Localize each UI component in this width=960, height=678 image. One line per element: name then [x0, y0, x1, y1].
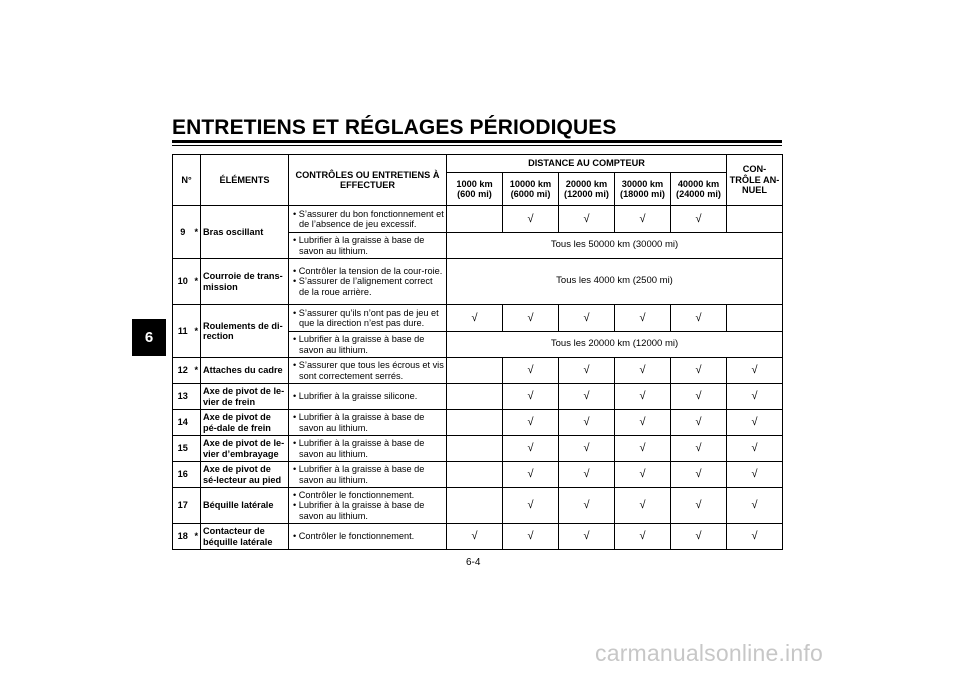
header-checks: CONTRÔLES OU ENTRETIENS À EFFECTUER: [289, 155, 447, 206]
check-mark: √: [503, 206, 559, 233]
table-row: [173, 410, 783, 436]
row-star: *: [193, 305, 201, 358]
check-mark: √: [503, 410, 559, 436]
header-no: N°: [173, 155, 201, 206]
row-element: Axe de pivot de sé-lecteur au pied: [201, 462, 289, 488]
row-star: [193, 410, 201, 436]
check-mark: √: [671, 436, 727, 462]
row-element: Attaches du cadre: [201, 358, 289, 384]
title-rule-thin: [172, 145, 782, 146]
check-mark: √: [559, 358, 615, 384]
check-mark: √: [671, 206, 727, 233]
row-check: • Contrôler le fonctionnement. • Lubrifier à la graisse à base de savon au lithium.: [289, 488, 447, 524]
check-mark: √: [727, 436, 783, 462]
header-elements: ÉLÉMENTS: [201, 155, 289, 206]
row-star: *: [193, 206, 201, 259]
check-mark: √: [615, 206, 671, 233]
row-element: Contacteur de béquille latérale: [201, 524, 289, 550]
row-check: • Contrôler la tension de la cour-roie. • S’assurer de l’alignement correct de la roue arrière.: [289, 259, 447, 305]
row-star: [193, 436, 201, 462]
row-check: • Lubrifier à la graisse silicone.: [289, 384, 447, 410]
check-mark: √: [671, 524, 727, 550]
row-element: Axe de pivot de le-vier d’embrayage: [201, 436, 289, 462]
row-number: 9: [173, 206, 193, 259]
table-row: [173, 206, 783, 233]
row-star: [193, 462, 201, 488]
check-mark: √: [671, 305, 727, 332]
row-check: • S’assurer du bon fonctionnement et de l’absence de jeu excessif.: [289, 206, 447, 233]
check-mark: √: [503, 384, 559, 410]
check-mark: √: [671, 384, 727, 410]
distance-header: 40000 km (24000 mi): [671, 173, 727, 206]
chapter-tab: 6: [132, 319, 166, 356]
check-mark: √: [559, 462, 615, 488]
row-number: 17: [173, 488, 193, 524]
row-star: *: [193, 259, 201, 305]
check-mark: √: [671, 358, 727, 384]
row-element: Bras oscillant: [201, 206, 289, 259]
check-mark: √: [727, 358, 783, 384]
check-mark: √: [727, 462, 783, 488]
distance-header: 1000 km (600 mi): [447, 173, 503, 206]
page-number: 6-4: [466, 557, 481, 568]
row-check: • S’assurer que tous les écrous et vis sont correctement serrés.: [289, 358, 447, 384]
check-mark: √: [671, 488, 727, 524]
check-mark: √: [559, 305, 615, 332]
check-mark: √: [503, 488, 559, 524]
interval-note: Tous les 50000 km (30000 mi): [447, 233, 783, 259]
watermark: carmanualsonline.info: [595, 640, 823, 666]
header-annual: CON-TRÔLE AN-NUEL: [727, 155, 783, 206]
check-mark: √: [727, 384, 783, 410]
maintenance-table: [172, 154, 783, 550]
distance-header: 10000 km (6000 mi): [503, 173, 559, 206]
title-rule: [172, 140, 782, 143]
table-row: [173, 488, 783, 524]
row-element: Courroie de trans-mission: [201, 259, 289, 305]
row-check: • Lubrifier à la graisse à base de savon au lithium.: [289, 462, 447, 488]
row-number: 16: [173, 462, 193, 488]
distance-header: 30000 km (18000 mi): [615, 173, 671, 206]
table-row: [173, 358, 783, 384]
check-mark: √: [615, 384, 671, 410]
table-row: [173, 524, 783, 550]
table-row: [173, 259, 783, 305]
check-mark: √: [671, 410, 727, 436]
check-mark: √: [615, 358, 671, 384]
check-mark: √: [503, 462, 559, 488]
row-star: [193, 488, 201, 524]
row-element: Roulements de di-rection: [201, 305, 289, 358]
check-mark: √: [727, 410, 783, 436]
check-mark: √: [727, 524, 783, 550]
row-star: [193, 384, 201, 410]
table-row: [173, 436, 783, 462]
check-mark: √: [503, 358, 559, 384]
row-check: • Lubrifier à la graisse à base de savon au lithium.: [289, 233, 447, 259]
check-mark: √: [615, 462, 671, 488]
table-row: [173, 305, 783, 332]
interval-note: Tous les 4000 km (2500 mi): [447, 259, 783, 305]
check-mark: √: [615, 436, 671, 462]
check-mark: √: [559, 410, 615, 436]
check-mark: √: [615, 305, 671, 332]
check-mark: √: [559, 384, 615, 410]
row-check: • S’assurer qu’ils n’ont pas de jeu et que la direction n’est pas dure.: [289, 305, 447, 332]
interval-note: Tous les 20000 km (12000 mi): [447, 332, 783, 358]
check-mark: √: [447, 305, 503, 332]
table-row: [173, 462, 783, 488]
header-row: [173, 155, 783, 173]
check-mark: √: [503, 524, 559, 550]
row-number: 10: [173, 259, 193, 305]
check-mark: √: [559, 206, 615, 233]
check-mark: √: [671, 462, 727, 488]
check-mark: √: [559, 488, 615, 524]
check-mark: √: [559, 524, 615, 550]
check-mark: √: [503, 305, 559, 332]
row-element: Béquille latérale: [201, 488, 289, 524]
row-number: 18: [173, 524, 193, 550]
check-mark: √: [559, 436, 615, 462]
check-mark: √: [447, 524, 503, 550]
table-row: [173, 384, 783, 410]
row-check: • Lubrifier à la graisse à base de savon au lithium.: [289, 410, 447, 436]
row-number: 13: [173, 384, 193, 410]
row-element: Axe de pivot de le-vier de frein: [201, 384, 289, 410]
row-check: • Lubrifier à la graisse à base de savon au lithium.: [289, 436, 447, 462]
page-title: ENTRETIENS ET RÉGLAGES PÉRIODIQUES: [172, 116, 617, 139]
row-check: • Contrôler le fonctionnement.: [289, 524, 447, 550]
row-star: *: [193, 524, 201, 550]
check-mark: √: [615, 524, 671, 550]
check-mark: √: [615, 488, 671, 524]
header-distance: DISTANCE AU COMPTEUR: [447, 155, 727, 173]
row-number: 12: [173, 358, 193, 384]
row-element: Axe de pivot de pé-dale de frein: [201, 410, 289, 436]
row-number: 14: [173, 410, 193, 436]
row-number: 11: [173, 305, 193, 358]
check-mark: √: [503, 436, 559, 462]
row-star: *: [193, 358, 201, 384]
row-number: 15: [173, 436, 193, 462]
distance-header: 20000 km (12000 mi): [559, 173, 615, 206]
check-mark: √: [615, 410, 671, 436]
row-check: • Lubrifier à la graisse à base de savon au lithium.: [289, 332, 447, 358]
check-mark: √: [727, 488, 783, 524]
